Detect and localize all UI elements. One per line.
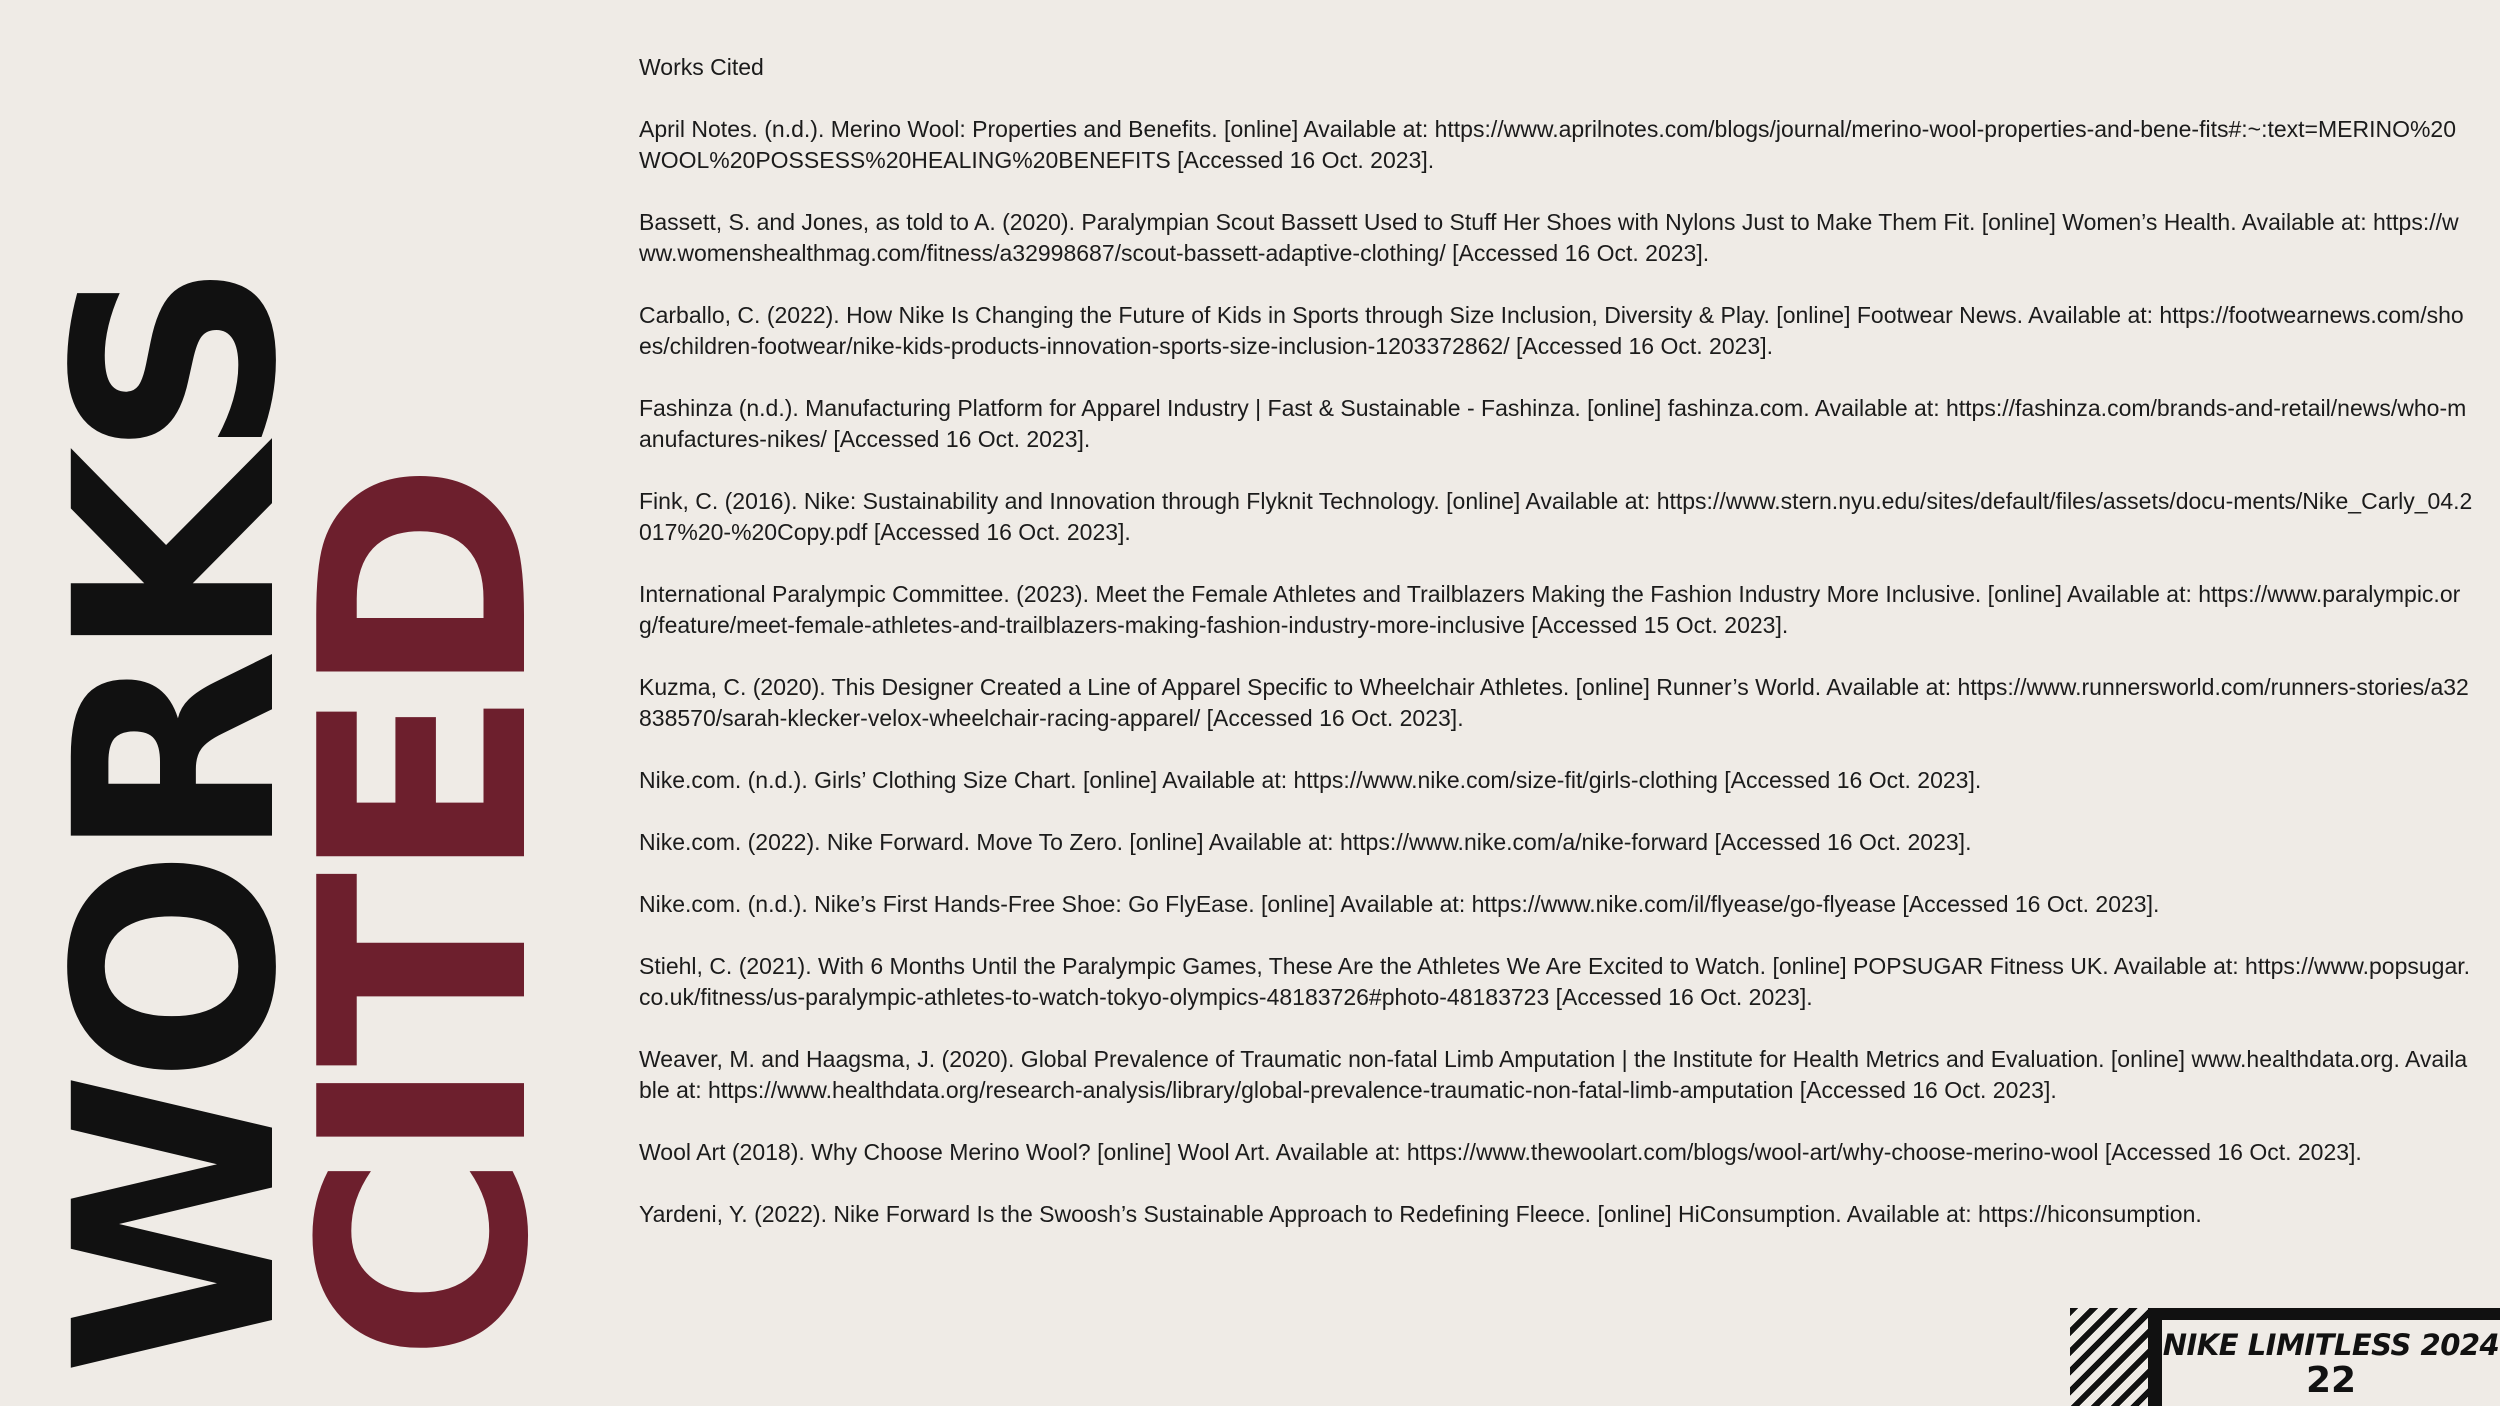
title-cited: CITED — [260, 471, 592, 1362]
reference-item: Nike.com. (n.d.). Girls’ Clothing Size Chart. [online] Available at: https://www.nike.com/size-fit/girls-clothing [Accessed 16 Oct. 2023]. — [639, 767, 1982, 793]
reference-item: Fashinza (n.d.). Manufacturing Platform for Apparel Industry | Fast & Sustainable - Fashinza. [online] fashinza.com. Available at: https://fashinza.com/brands-and-retail/news/who-manufactures-nikes/ [Accessed 16 Oct. 2023]. — [639, 395, 2467, 452]
reference-item: Bassett, S. and Jones, as told to A. (2020). Paralympian Scout Bassett Used to Stuff Her Shoes with Nylons Just to Make Them Fit. [online] Women’s Health. Available at: https://www.womenshealthmag.com/fitness/a32998687/scout-bassett-adaptive-clothing/ [Accessed 16 Oct. 2023]. — [639, 209, 2459, 266]
reference-item: Wool Art (2018). Why Choose Merino Wool? [online] Wool Art. Available at: https://www.thewoolart.com/blogs/wool-art/why-choose-merino-wool [Accessed 16 Oct. 2023]. — [639, 1139, 2362, 1165]
reference-item: Yardeni, Y. (2022). Nike Forward Is the Swoosh’s Sustainable Approach to Redefining Fleece. [online] HiConsumption. Available at: https://hiconsumption. — [639, 1201, 2202, 1227]
footer-label — [2162, 1320, 2500, 1406]
page-number: 22 — [2305, 1360, 2357, 1401]
reference-item: Nike.com. (n.d.). Nike’s First Hands-Free Shoe: Go FlyEase. [online] Available at: https://www.nike.com/il/flyease/go-flyease [Accessed 16 Oct. 2023]. — [639, 891, 2160, 917]
works-cited-content — [639, 52, 2475, 1230]
reference-item: Nike.com. (2022). Nike Forward. Move To Zero. [online] Available at: https://www.nike.com/a/nike-forward [Accessed 16 Oct. 2023]. — [639, 829, 1972, 855]
reference-list — [639, 114, 2475, 1230]
footer-brand: NIKE LIMITLESS 2024 — [2162, 1328, 2500, 1362]
reference-item: April Notes. (n.d.). Merino Wool: Properties and Benefits. [online] Available at: https://www.aprilnotes.com/blogs/journal/merino-wool-properties-and-bene-fits#:~:text=MERINO%20WOOL%20POSSESS%20HEALING%20BENEFITS [Accessed 16 Oct. 2023]. — [639, 116, 2457, 173]
reference-item: Fink, C. (2016). Nike: Sustainability and Innovation through Flyknit Technology. [online] Available at: https://www.stern.nyu.edu/sites/default/files/assets/docu-ments/Nike_Carly_04.2017%20-%20Copy.pdf [Accessed 16 Oct. 2023]. — [639, 488, 2473, 545]
reference-item: Weaver, M. and Haagsma, J. (2020). Global Prevalence of Traumatic non-fatal Limb Amputation | the Institute for Health Metrics and Evaluation. [online] www.healthdata.org. Available at: https://www.healthdata.org/research-analysis/library/global-prevalence-traumatic-non-fatal-limb-amputation [Accessed 16 Oct. 2023]. — [639, 1046, 2468, 1103]
section-heading: Works Cited — [639, 54, 764, 80]
reference-item: Stiehl, C. (2021). With 6 Months Until the Paralympic Games, These Are the Athletes We Are Excited to Watch. [online] POPSUGAR Fitness UK. Available at: https://www.popsugar.co.uk/fitness/us-paralympic-athletes-to-watch-tokyo-olympics-48183726#photo-48183723 [Accessed 16 Oct. 2023]. — [639, 953, 2471, 1010]
page-footer — [2070, 1308, 2500, 1406]
reference-item: Kuzma, C. (2020). This Designer Created a Line of Apparel Specific to Wheelchair Athletes. [online] Runner’s World. Available at: https://www.runnersworld.com/runners-stories/a32838570/sarah-klecker-velox-wheelchair-racing-apparel/ [Accessed 16 Oct. 2023]. — [639, 674, 2469, 731]
reference-item: International Paralympic Committee. (2023). Meet the Female Athletes and Trailblazers Making the Fashion Industry More Inclusive. [online] Available at: https://www.paralympic.org/feature/meet-female-athletes-and-trailblazers-making-fashion-industry-more-inclusive [Accessed 15 Oct. 2023]. — [639, 581, 2461, 638]
reference-item: Carballo, C. (2022). How Nike Is Changing the Future of Kids in Sports through Size Inclusion, Diversity & Play. [online] Footwear News. Available at: https://footwearnews.com/shoes/children-footwear/nike-kids-products-innovation-sports-size-inclusion-1203372862/ [Accessed 16 Oct. 2023]. — [639, 302, 2464, 359]
hatch-pattern — [2070, 1308, 2148, 1406]
title-works: WORKS — [17, 271, 338, 1376]
